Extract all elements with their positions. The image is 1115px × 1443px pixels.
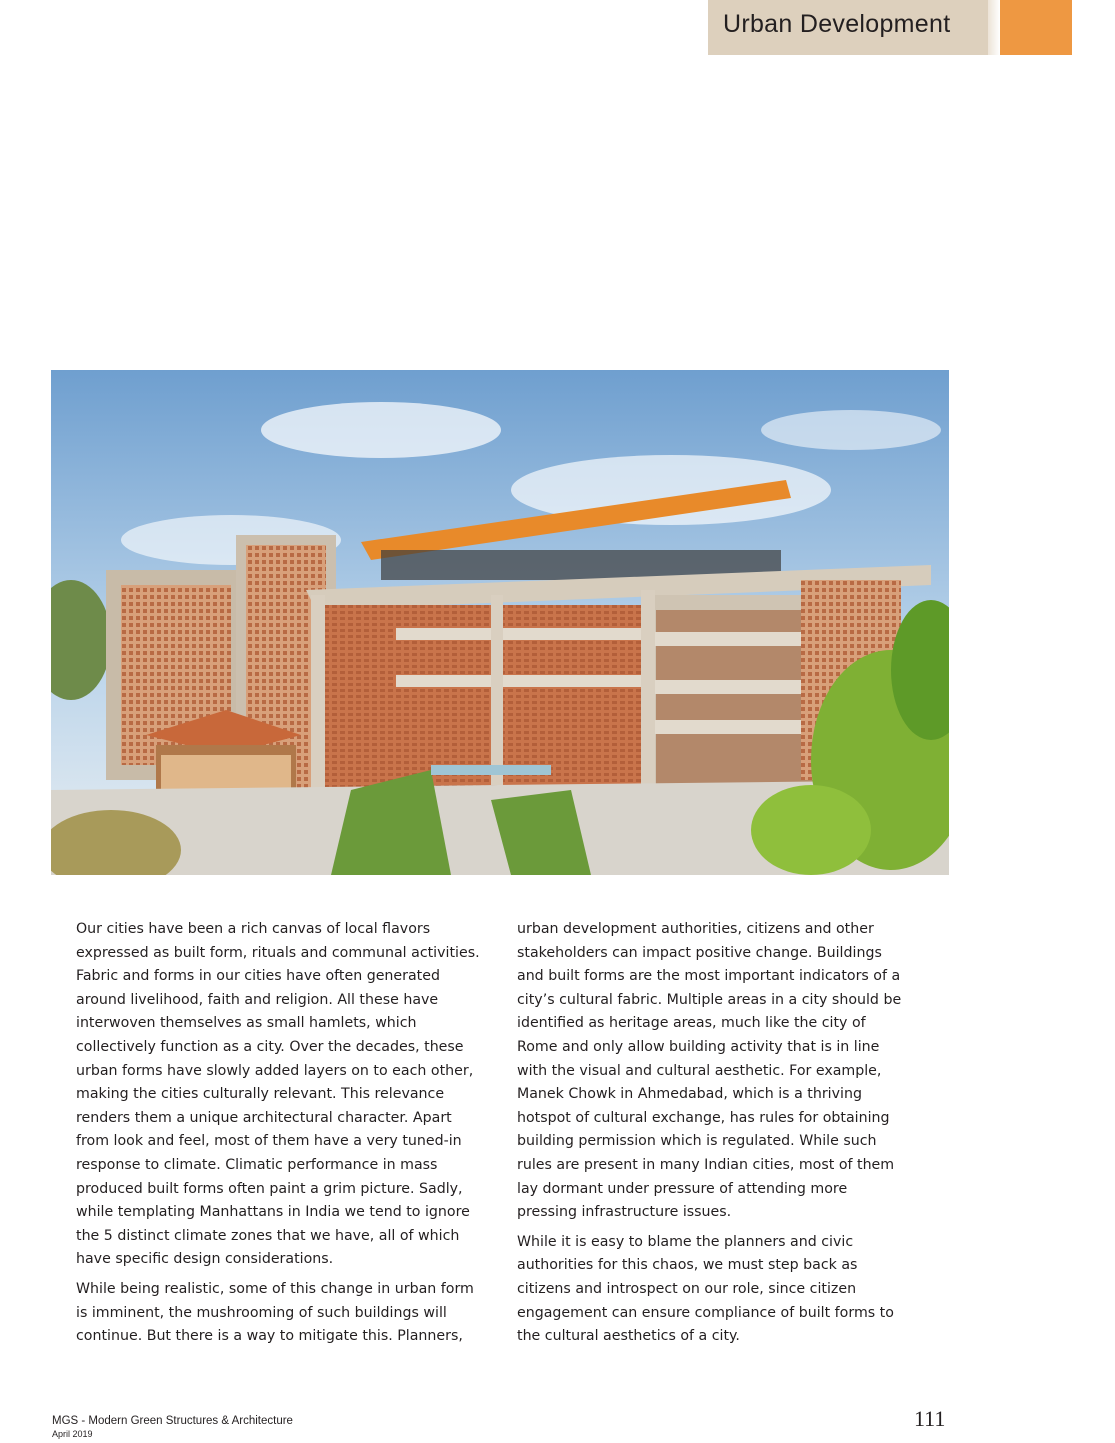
section-header-tab: [708, 0, 988, 55]
section-title: Urban Development: [723, 10, 951, 38]
page-number: 111: [914, 1406, 946, 1431]
article-left-column: [76, 918, 481, 1355]
paragraph: urban development authorities, citizens and other stakeholders can impact positive change. Buildings and built forms are the most important indicators of a city’s cultural fabric. Multiple areas in a city should be identified as heritage areas, much like the city of Rome and only allow building activity that is in line with the visual and cultural aesthetic. For example, Manek Chowk in Ahmedabad, which is a thriving hotspot of cultural exchange, has rules for obtaining building permission which is regulated. While such rules are present in many Indian cities, most of them lay dormant under pressure of attending more pressing infrastructure issues.: [517, 921, 902, 1221]
header-divider: [988, 0, 1000, 55]
paragraph: While it is easy to blame the planners and civic authorities for this chaos, we must step back as citizens and introspect on our role, since citizen engagement can ensure compliance of built forms to the cultural aesthetics of a city.: [517, 1233, 894, 1345]
article-right-column: [517, 918, 905, 1355]
footer-publication: MGS - Modern Green Structures & Architecture: [52, 1415, 293, 1427]
footer-date: April 2019: [52, 1429, 93, 1439]
paragraph: While being realistic, some of this change in urban form is imminent, the mushrooming of such buildings will continue. But there is a way to mitigate this. Planners,: [76, 1280, 474, 1345]
header-accent-block: [1000, 0, 1072, 55]
paragraph: Our cities have been a rich canvas of local flavors expressed as built form, rituals and communal activities. Fabric and forms in our cities have often generated around livelihood, faith and religion. All these have interwoven themselves as small hamlets, which collectively function as a city. Over the decades, these urban forms have slowly added layers on to each other, making the cities culturally relevant. This relevance renders them a unique architectural character. Apart from look and feel, most of them have a very tuned-in response to climate. Climatic performance in mass produced built forms often paint a grim picture. Sadly, while templating Manhattans in India we tend to ignore the 5 distinct climate zones that we have, all of which have specific design considerations.: [76, 921, 480, 1268]
architectural-rendering-image: [51, 370, 949, 875]
